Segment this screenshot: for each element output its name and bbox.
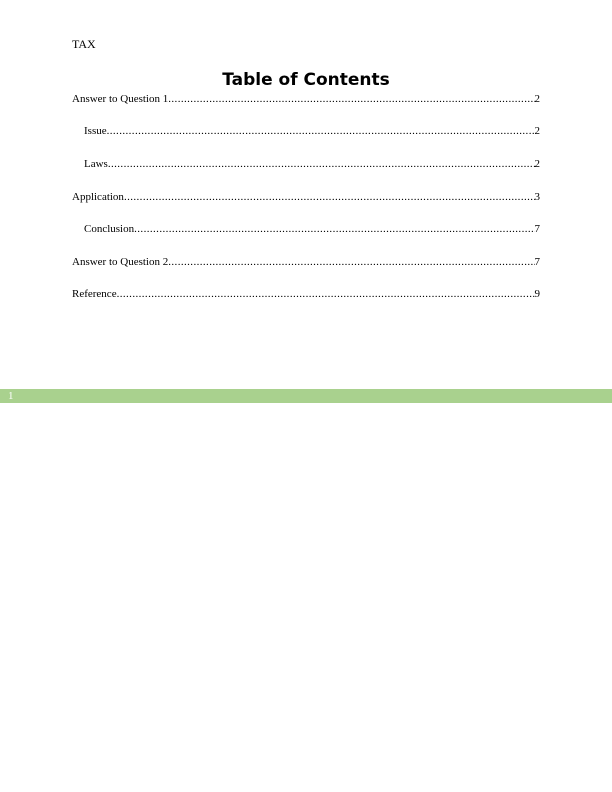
- toc-entry-page: 7: [534, 256, 540, 268]
- toc-entry-page: 9: [534, 288, 540, 300]
- toc-entry-label: Issue: [84, 125, 107, 137]
- toc-dot-leader: [117, 287, 535, 301]
- toc-entry-label: Answer to Question 2: [72, 256, 169, 268]
- toc-entry-application[interactable]: [72, 190, 540, 204]
- toc-dot-leader: [107, 124, 535, 138]
- toc-entry-issue[interactable]: [84, 124, 540, 138]
- toc-entry-answer-question-2[interactable]: [72, 255, 540, 269]
- toc-entry-reference[interactable]: [72, 287, 540, 301]
- toc-dot-leader: [168, 92, 534, 106]
- toc-dot-leader: [168, 255, 534, 269]
- toc-entry-laws[interactable]: [84, 157, 540, 171]
- toc-entry-page: 2: [534, 125, 540, 137]
- toc-dot-leader: [124, 190, 535, 204]
- toc-entry-label: Conclusion: [84, 223, 135, 235]
- toc-entry-page: 3: [534, 191, 540, 203]
- toc-entry-answer-question-1[interactable]: [72, 92, 540, 106]
- toc-entry-label: Application: [72, 191, 124, 203]
- toc-entry-label: Answer to Question 1: [72, 93, 169, 105]
- toc-title: Table of Contents: [222, 70, 390, 90]
- toc-entry-label: Reference: [72, 288, 117, 300]
- toc-entry-label: Laws: [84, 158, 108, 170]
- toc-entry-page: 2: [534, 93, 540, 105]
- toc-entry-page: 2: [534, 158, 540, 170]
- toc-dot-leader: [108, 157, 535, 171]
- page-number: 1: [8, 390, 14, 402]
- running-header: TAX: [72, 37, 96, 51]
- toc-entry-conclusion[interactable]: [84, 222, 540, 236]
- footer-band: [0, 389, 612, 403]
- toc-entry-page: 7: [534, 223, 540, 235]
- toc-dot-leader: [134, 222, 534, 236]
